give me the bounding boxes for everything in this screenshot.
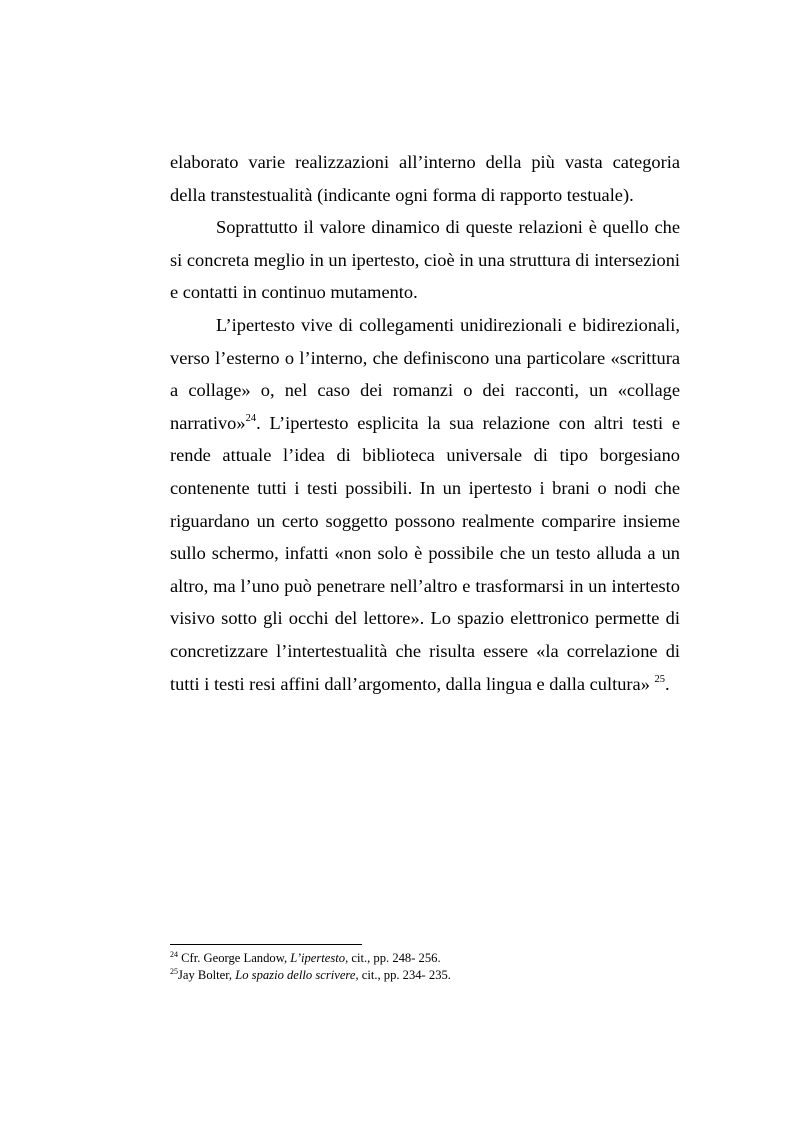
footnote-title: L’ipertesto: [290, 951, 346, 965]
paragraph-3: [170, 309, 680, 700]
paragraph-2: Soprattutto il valore dinamico di queste relazioni è quello che si concreta meglio in un ipertesto, cioè in una struttura di intersezioni e contatti in continuo mutamento.: [170, 217, 680, 303]
footnote-ref-24: 24: [245, 412, 257, 424]
footnote-number: 24: [170, 950, 178, 959]
footnote-citation: , cit., pp. 248- 256.: [345, 951, 441, 965]
paragraph-3-part-3: .: [665, 673, 670, 694]
footnote-24: [170, 950, 690, 967]
footnotes: [170, 950, 690, 984]
footnote-citation: , cit., pp. 234- 235.: [355, 968, 451, 982]
body-text: [170, 146, 680, 700]
footnote-separator: [170, 944, 362, 945]
footnote-text: Cfr. George Landow,: [178, 951, 291, 965]
footnote-ref-25: 25: [654, 673, 665, 685]
paragraph-1: elaborato varie realizzazioni all’interno della più vasta categoria della transtestualità (indicante ogni forma di rapporto testuale).: [170, 152, 680, 205]
paragraph-3-part-2: . L’ipertesto esplicita la sua relazione con altri testi e rende attuale l’idea di biblioteca universale di tipo borgesiano contenente tutti i testi possibili. In un ipertesto i brani o nodi che riguardano un certo soggetto possono realmente comparire insieme sullo schermo, infatti «non solo è possibile che un testo alluda a un altro, ma l’uno può penetrare nell’altro e trasformarsi in un intertesto visivo sotto gli occhi del lettore». Lo spazio elettronico permette di concretizzare l’intertestualità che risulta essere «la correlazione di tutti i testi resi affini dall’argomento, dalla lingua e dalla cultura»: [170, 412, 680, 694]
footnote-25: [170, 967, 690, 984]
footnote-text: Jay Bolter,: [178, 968, 236, 982]
paragraph-3-part-1: L’ipertesto vive di collegamenti unidirezionali e bidirezionali, verso l’esterno o l’interno, che definiscono una particolare «scrittura a collage» o, nel caso dei romanzi o dei racconti, un «collage narrativo»: [170, 314, 680, 433]
footnote-number: 25: [170, 967, 178, 976]
footnote-title: Lo spazio dello scrivere: [235, 968, 356, 982]
